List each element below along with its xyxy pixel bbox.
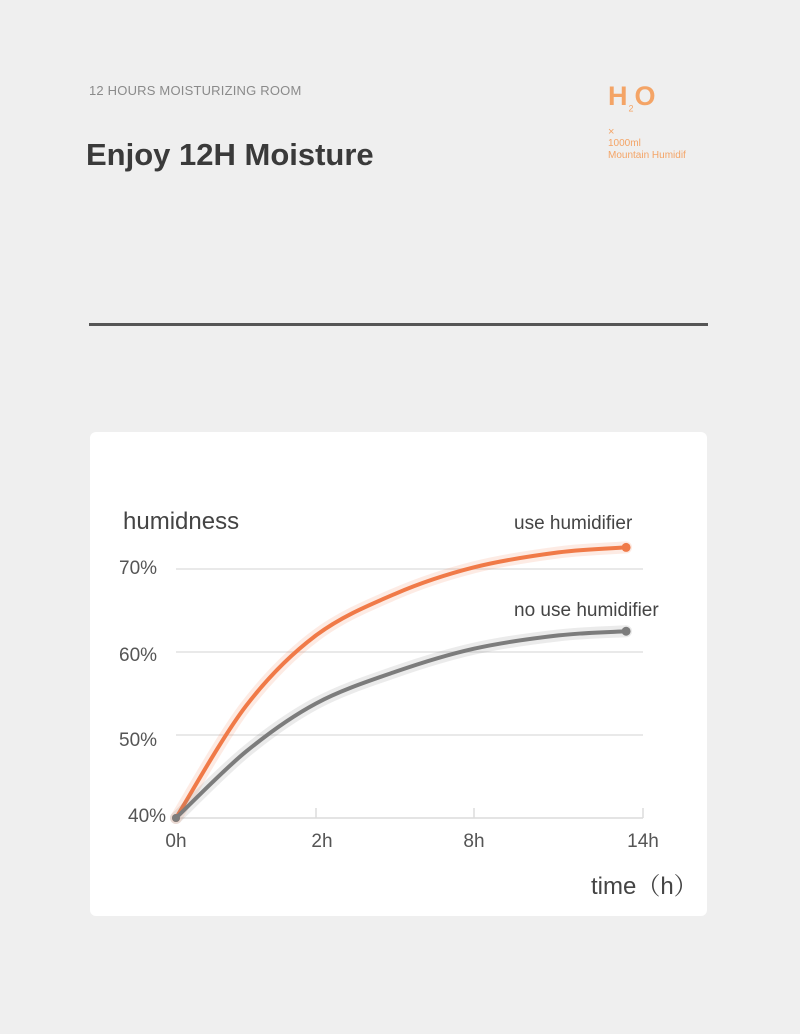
series-label-no-humidifier: no use humidifier — [514, 600, 659, 621]
x-tick-label: 2h — [311, 831, 333, 852]
y-tick-label: 70% — [119, 558, 158, 579]
x-axis-label: time（h） — [591, 873, 698, 900]
x-tick-label: 0h — [165, 831, 187, 852]
y-tick-label: 60% — [119, 645, 158, 666]
logo-capacity: 1000ml — [608, 138, 641, 150]
x-tick-label: 14h — [627, 831, 659, 852]
line-no-humidifier-end-point — [622, 627, 631, 636]
line-use-humidifier-glow — [176, 547, 626, 818]
page-title: Enjoy 12H Moisture — [86, 137, 374, 172]
logo-x: × — [608, 126, 615, 139]
x-tick-label: 8h — [463, 831, 485, 852]
section-divider — [89, 323, 708, 326]
logo-mark: $H_2O$ — [608, 81, 657, 114]
y-axis-label: humidness — [123, 508, 240, 535]
y-tick-label: 40% — [128, 806, 167, 827]
chart-card — [90, 432, 707, 916]
line-use-humidifier-end-point — [622, 543, 631, 552]
line-no-humidifier — [176, 631, 626, 818]
logo-product-name: Mountain Humidif — [608, 150, 686, 162]
brand-logo — [608, 82, 738, 162]
y-tick-label: 50% — [119, 730, 158, 751]
page-subtitle: 12 HOURS MOISTURIZING ROOM — [89, 83, 302, 98]
line-no-humidifier-glow — [176, 631, 626, 818]
line-no-humidifier-start-point — [172, 814, 180, 822]
series-label-use-humidifier: use humidifier — [514, 513, 633, 534]
